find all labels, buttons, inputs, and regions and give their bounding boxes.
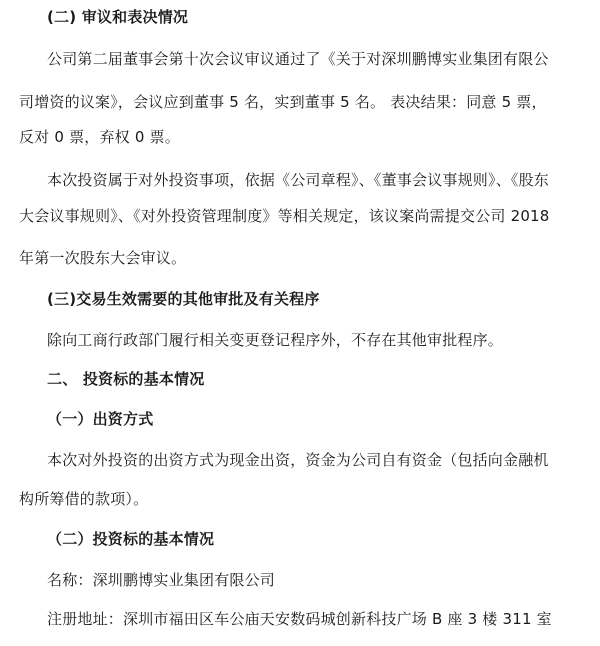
paragraph-line: 除向工商行政部门履行相关变更登记程序外，不存在其他审批程序。	[47, 331, 504, 349]
paragraph-line: 年第一次股东大会审议。	[19, 249, 187, 267]
section-heading-review-vote: (二) 审议和表决情况	[47, 8, 189, 26]
section-heading-other-approvals: (三)交易生效需要的其他审批及有关程序	[47, 290, 320, 308]
paragraph-line: 大会议事规则》、《对外投资管理制度》等相关规定，该议案尚需提交公司 2018	[19, 207, 550, 225]
paragraph-line: 反对 0 票，弃权 0 票。	[19, 128, 180, 146]
subsection-heading-funding-method: （一）出资方式	[47, 410, 154, 428]
company-name-line: 名称：深圳鹏博实业集团有限公司	[47, 571, 276, 589]
paragraph-line: 本次投资属于对外投资事项，依据《公司章程》、《董事会议事规则》、《股东	[47, 171, 550, 189]
subsection-heading-target-info: （二）投资标的基本情况	[47, 530, 215, 548]
paragraph-line: 本次对外投资的出资方式为现金出资，资金为公司自有资金（包括向金融机	[47, 451, 549, 469]
paragraph-line: 公司第二届董事会第十次会议审议通过了《关于对深圳鹏博实业集团有限公	[47, 50, 549, 68]
paragraph-line: 司增资的议案》，会议应到董事 5 名，实到董事 5 名。 表决结果：同意 5 票，	[19, 93, 547, 111]
paragraph-line: 构所筹借的款项）。	[19, 490, 149, 508]
part-heading-investment-target: 二、 投资标的基本情况	[47, 370, 205, 388]
registered-address-line: 注册地址：深圳市福田区车公庙天安数码城创新科技广场 B 座 3 楼 311 室	[47, 610, 552, 628]
